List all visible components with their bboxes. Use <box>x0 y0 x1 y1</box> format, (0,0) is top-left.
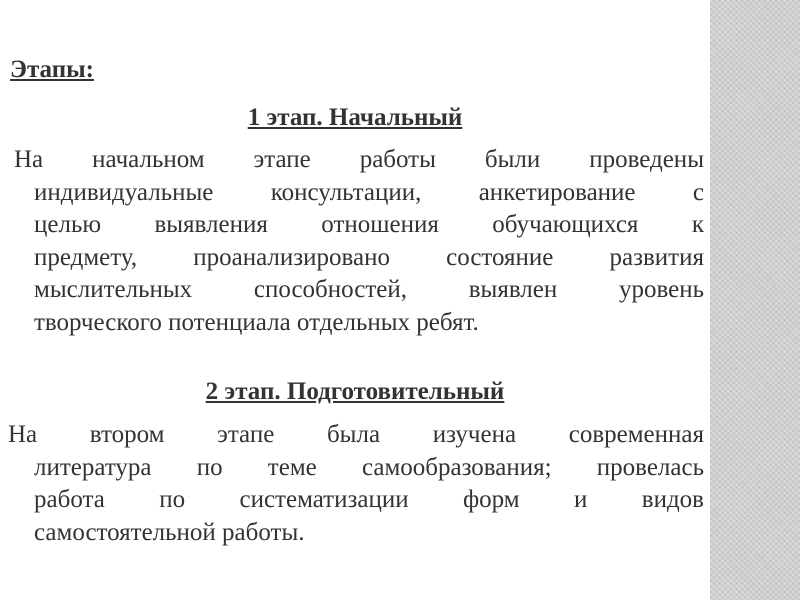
stage1-heading: 1 этап. Начальный <box>247 104 463 131</box>
stage1-line-1: На начальном этапе работы были проведены <box>14 146 704 173</box>
stage1-line-4: предмету, проанализировано состояние развития <box>34 243 704 271</box>
slide-title: Этапы: <box>10 56 94 83</box>
stage2-heading: 2 этап. Подготовительный <box>205 378 505 405</box>
stage1-paragraph <box>14 144 704 339</box>
stage1-line-6: творческого потенциала отдельных ребят. <box>34 308 479 336</box>
stage2-line-1: На втором этапе была изучена современная <box>8 421 704 448</box>
stage2-line-2: литература по теме самообразования; провелась <box>34 453 704 481</box>
decorative-side-strip <box>710 0 800 600</box>
stage2-line-4: самостоятельной работы. <box>34 518 305 546</box>
stage1-line-2: индивидуальные консультации, анкетирование с <box>34 178 704 206</box>
stage2-line-3: работа по систематизации форм и видов <box>34 486 704 513</box>
stage2-paragraph <box>8 419 704 549</box>
stage1-line-5: мыслительных способностей, выявлен уровень <box>34 276 704 303</box>
stage1-line-3: целью выявления отношения обучающихся к <box>34 211 704 238</box>
